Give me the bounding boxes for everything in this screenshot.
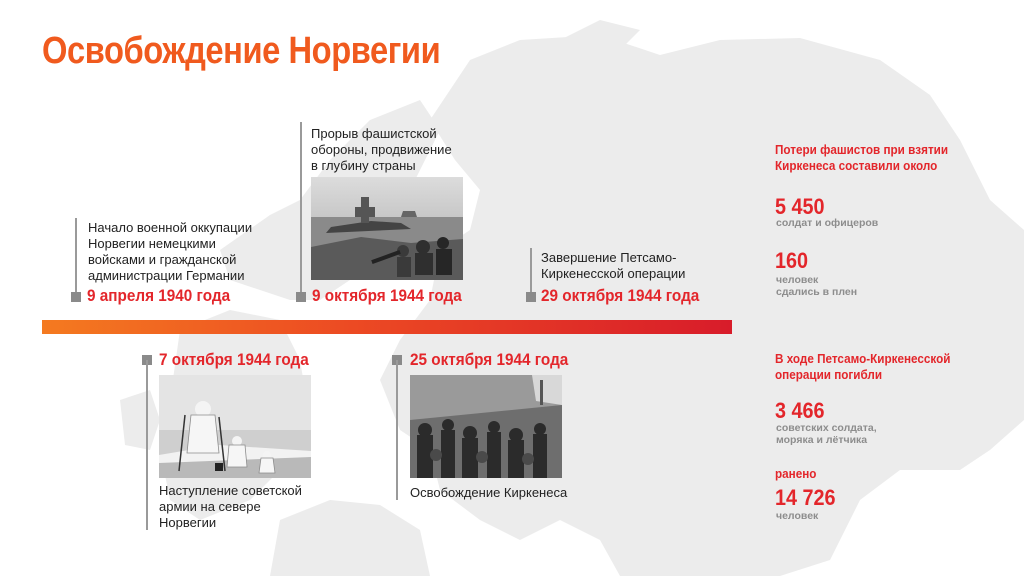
event-date: 9 апреля 1940 года bbox=[87, 286, 231, 305]
warship-photo bbox=[311, 177, 463, 280]
stat-number: 160 bbox=[775, 248, 809, 273]
event-description: Начало военной оккупации Норвегии немецкими войсками и гражданской администрации Германии bbox=[88, 220, 253, 283]
stat-caption: человек bbox=[776, 510, 819, 522]
liberation-crowd-photo bbox=[410, 375, 562, 478]
page-title: Освобождение Норвегии bbox=[42, 30, 441, 72]
event-date: 9 октября 1944 года bbox=[312, 286, 462, 305]
event-date: 29 октября 1944 года bbox=[541, 286, 700, 305]
event-connector bbox=[146, 360, 148, 530]
event-marker bbox=[296, 292, 306, 302]
stat-number: 14 726 bbox=[775, 485, 836, 510]
event-description: Прорыв фашистской обороны, продвижение в глубину страны bbox=[311, 126, 452, 173]
event-connector bbox=[396, 360, 398, 500]
timeline-bar bbox=[42, 320, 732, 334]
stat-caption: солдат и офицеров bbox=[776, 217, 879, 229]
event-connector bbox=[530, 248, 532, 298]
event-description: Освобождение Киркенеса bbox=[410, 485, 568, 500]
deaths-heading: В ходе Петсамо-Киркенесской операции погибли bbox=[775, 351, 951, 382]
wounded-label: ранено bbox=[775, 466, 817, 481]
stat-number: 3 466 bbox=[775, 398, 825, 423]
stat-number: 5 450 bbox=[775, 194, 825, 219]
event-marker bbox=[71, 292, 81, 302]
losses-heading: Потери фашистов при взятии Киркенеса составили около bbox=[775, 142, 949, 173]
ski-soldiers-photo bbox=[159, 375, 311, 478]
stat-caption: советских солдата, моряка и лётчика bbox=[776, 422, 877, 446]
event-connector bbox=[300, 122, 302, 298]
stat-caption: человек сдались в плен bbox=[776, 274, 858, 298]
event-description: Наступление советской армии на севере Норвегии bbox=[159, 483, 302, 530]
event-connector bbox=[75, 218, 77, 298]
event-date: 7 октября 1944 года bbox=[159, 350, 309, 369]
event-date: 25 октября 1944 года bbox=[410, 350, 569, 369]
event-marker bbox=[526, 292, 536, 302]
event-description: Завершение Петсамо- Киркенесской операции bbox=[541, 250, 686, 281]
